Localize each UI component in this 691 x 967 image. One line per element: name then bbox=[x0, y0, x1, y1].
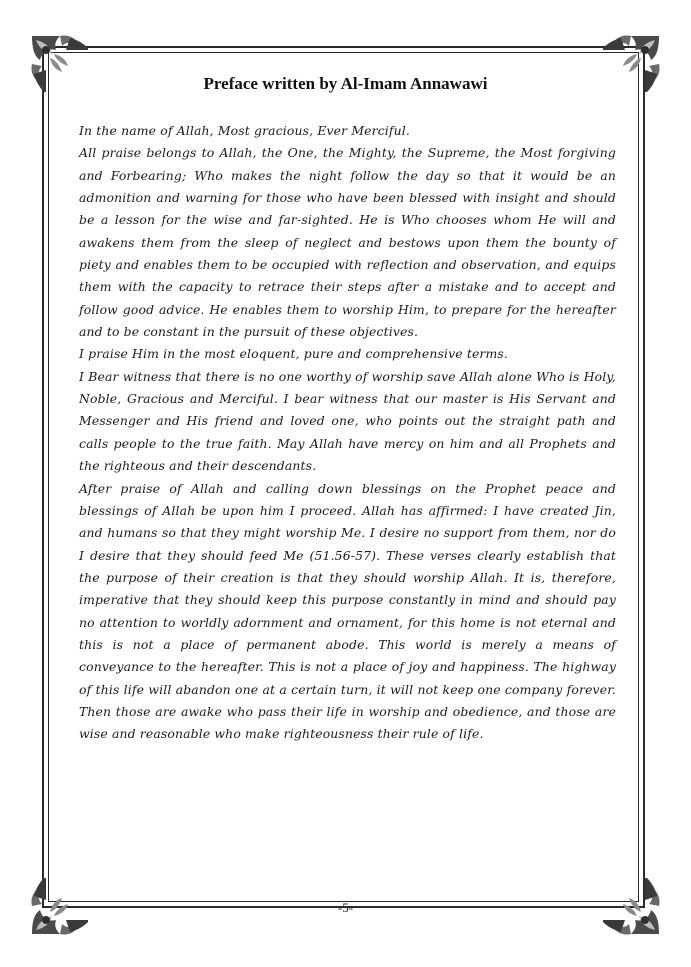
paragraph: I Bear witness that there is no one worthy of worship save Allah alone Who is Holy, Noble, Gracious and Merciful. I bear witness that our master is His Servant and Messenger and His friend and loved one, who points out the straight path and calls people to the true faith. May Allah have mercy on him and all Prophets and the righteous and their descendants. bbox=[79, 368, 616, 474]
paragraph: In the name of Allah, Most gracious, Ever Merciful. bbox=[79, 123, 410, 138]
page-number: -5- bbox=[337, 900, 354, 915]
paragraph: After praise of Allah and calling down blessings on the Prophet peace and blessings of Allah be upon him I proceed. Allah has affirmed: I have created Jin, and humans so that they might worship Me. I desire no support from them, nor do I desire that they should feed Me (51.56-57). These verses clearly establish that the purpose of their creation is that they should worship Allah. It is, therefore, imperative that they should keep this purpose constantly in mind and should pay no attention to worldly adornment and ornament, for this home is not eternal and this is not a place of permanent abode. This world is merely a means of conveyance to the hereafter. This is not a place of joy and happiness. The highway of this life will abandon one at a certain turn, it will not keep one company forever. Then those are awake who pass their life in worship and obedience, and those are wise and reasonable who make righteousness their rule of life. bbox=[79, 480, 616, 742]
paragraph: All praise belongs to Allah, the One, the Mighty, the Supreme, the Most forgiving and Forbearing; Who makes the night follow the day so that it would be an admonition and warning for those who have been blessed with insight and should be a lesson for the wise and far-sighted. He is Who chooses whom He will and awakens them from the sleep of neglect and bestows upon them the bounty of piety and enables them to be occupied with reflection and observation, and equips them with the capacity to retrace their steps after a mistake and to accept and follow good advice. He enables them to worship Him, to prepare for the hereafter and to be constant in the pursuit of these objectives. bbox=[79, 145, 616, 340]
paragraph: I praise Him in the most eloquent, pure and comprehensive terms. bbox=[79, 346, 509, 362]
body-text bbox=[79, 120, 616, 746]
page-title: Preface written by Al-Imam Annawawi bbox=[203, 74, 488, 93]
